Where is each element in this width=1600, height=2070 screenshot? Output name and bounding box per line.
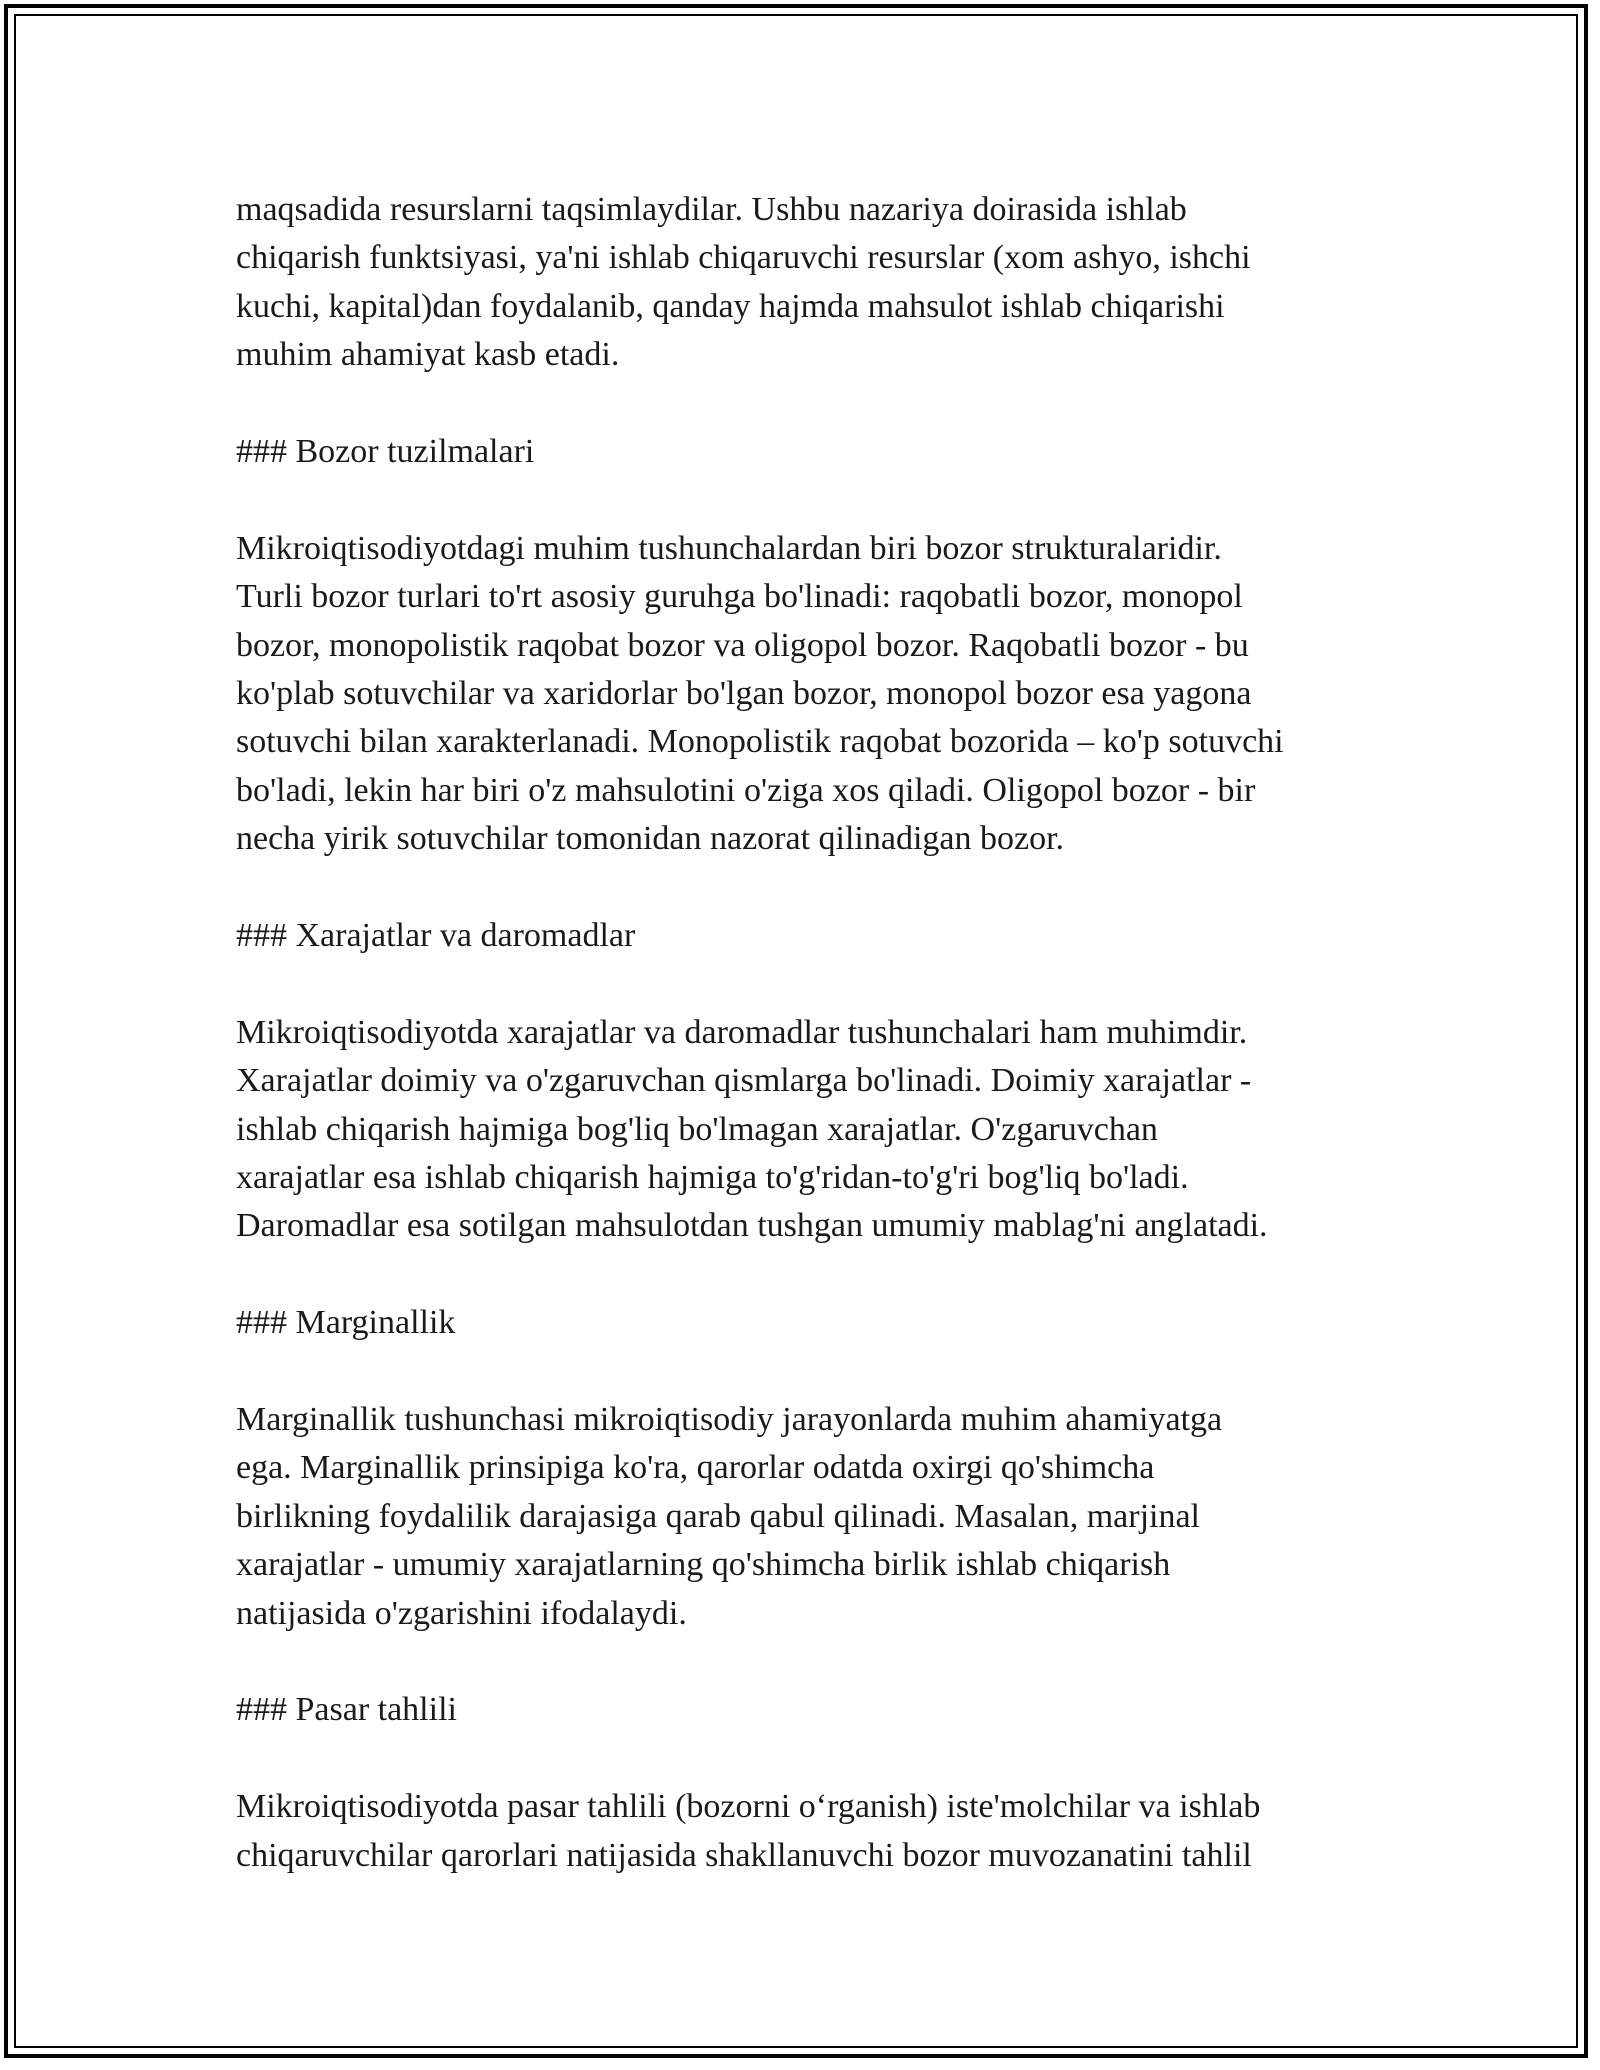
document-body bbox=[236, 186, 1376, 1928]
heading-marginallik: ### Marginallik bbox=[236, 1304, 456, 1342]
paragraph-xarajatlar-va-daromadlar: Mikroiqtisodiyotda xarajatlar va daromadlar tushunchalari ham muhimdir. Xarajatlar doimiy va o'zgaruvchan qismlarga bo'linadi. Doimiy xarajatlar - ishlab chiqarish hajmiga bog'liq bo'lmagan xarajatlar. O'zgaruvchan xarajatlar esa ishlab chiqarish hajmiga to'g'ridan-to'g'ri bog'liq bo'ladi. Daromadlar esa sotilgan mahsulotdan tushgan umumiy mablag'ni anglatadi. bbox=[236, 1013, 1268, 1245]
heading-pasar-tahlili: ### Pasar tahlili bbox=[236, 1691, 457, 1729]
paragraph-intro-continuation: maqsadida resurslarni taqsimlaydilar. Ushbu nazariya doirasida ishlab chiqarish funktsiyasi, ya'ni ishlab chiqaruvchi resurslar (xom ashyo, ishchi kuchi, kapital)dan foydalanib, qanday hajmda mahsulot ishlab chiqarishi muhim ahamiyat kasb etadi. bbox=[236, 191, 1251, 374]
paragraph-marginallik: Marginallik tushunchasi mikroiqtisodiy jarayonlarda muhim ahamiyatga ega. Marginallik prinsipiga ko'ra, qarorlar odatda oxirgi qo'shimcha birlikning foydalilik darajasiga qarab qabul qilinadi. Masalan, marjinal xarajatlar - umumiy xarajatlarning qo'shimcha birlik ishlab chiqarish natijasida o'zgarishini ifodalaydi. bbox=[236, 1401, 1223, 1632]
paragraph-bozor-tuzilmalari: Mikroiqtisodiyotdagi muhim tushunchalardan biri bozor strukturalaridir. Turli bozor turlari to'rt asosiy guruhga bo'linadi: raqobatli bozor, monopol bozor, monopolistik raqobat bozor va oligopol bozor. Raqobatli bozor - bu ko'plab sotuvchilar va xaridorlar bo'lgan bozor, monopol bozor esa yagona sotuvchi bilan xarakterlanadi. Monopolistik raqobat bozorida – ko'p sotuvchi bo'ladi, lekin har biri o'z mahsulotini o'ziga xos qiladi. Oligopol bozor - bir necha yirik sotuvchilar tomonidan nazorat qilinadigan bozor. bbox=[236, 529, 1284, 858]
heading-xarajatlar-va-daromadlar: ### Xarajatlar va daromadlar bbox=[236, 917, 636, 955]
heading-bozor-tuzilmalari: ### Bozor tuzilmalari bbox=[236, 433, 535, 471]
paragraph-pasar-tahlili: Mikroiqtisodiyotda pasar tahlili (bozorni o‘rganish) iste'molchilar va ishlab chiqaruvchilar qarorlari natijasida shakllanuvchi bozor muvozanatini tahlil bbox=[236, 1788, 1261, 1874]
